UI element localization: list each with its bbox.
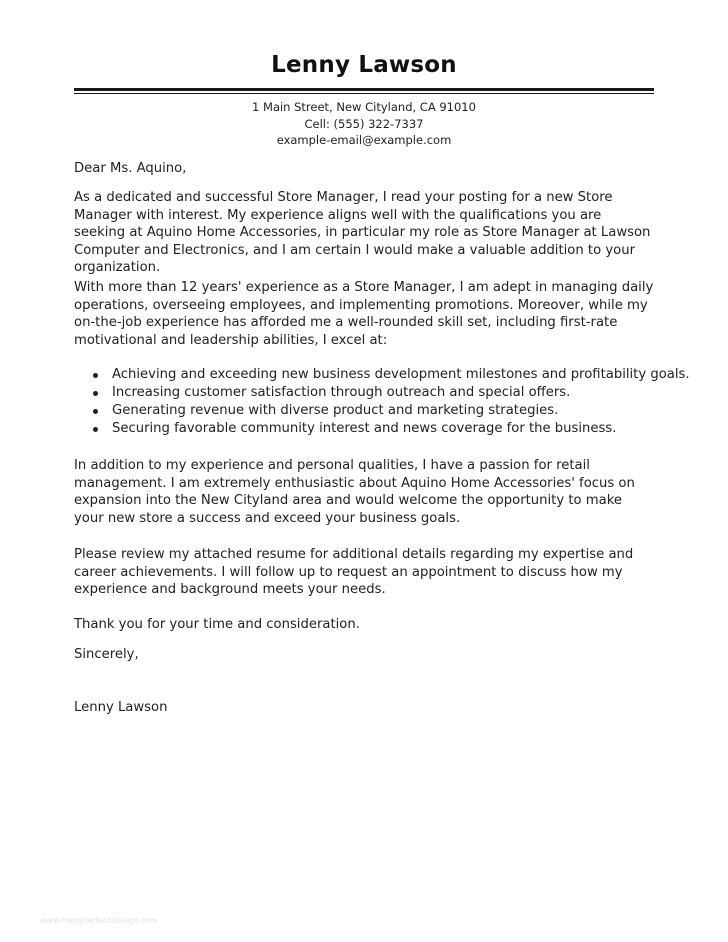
signature-name: Lenny Lawson xyxy=(74,700,168,715)
thanks-line: Thank you for your time and consideration. xyxy=(74,617,360,632)
contact-email: example-email@example.com xyxy=(276,133,452,147)
bullet-icon xyxy=(93,409,98,414)
contact-block xyxy=(0,99,728,149)
header-rule-thick xyxy=(74,88,654,91)
list-item-text: Generating revenue with diverse product and marketing strategies. xyxy=(112,403,559,418)
paragraph-passion: In addition to my experience and personal qualities, I have a passion for retail management. I am extremely enthusiastic about Aquino Home Accessories' focus on expansion into the New Cityland area and would welcome the opportunity to make your new store a success and exceed your business goals. xyxy=(74,458,635,526)
closing-line: Sincerely, xyxy=(74,647,139,662)
list-item xyxy=(74,420,654,438)
skills-list xyxy=(74,366,690,438)
contact-phone: Cell: (555) 322-7337 xyxy=(304,116,424,131)
paragraph-follow-up: Please review my attached resume for additional details regarding my expertise and career achievements. I will follow up to request an appointment to discuss how my experience and background meets your needs. xyxy=(74,547,634,598)
bullet-icon xyxy=(93,391,98,396)
list-item xyxy=(74,366,690,384)
list-item-text: Increasing customer satisfaction through outreach and special offers. xyxy=(112,385,571,400)
watermark-text: www.freegraphicsdesign.com xyxy=(40,916,158,925)
bullet-icon xyxy=(93,373,98,378)
bullet-icon xyxy=(93,427,98,432)
paragraph-experience: With more than 12 years' experience as a Store Manager, I am adept in managing daily operations, overseeing employees, and implementing promotions. Moreover, while my on-the-job experience has afforded me a well-rounded skill set, including first-rate motivational and leadership abilities, I excel at: xyxy=(74,280,654,348)
contact-address: 1 Main Street, New Cityland, CA 91010 xyxy=(252,100,476,114)
list-item-text: Securing favorable community interest and news coverage for the business. xyxy=(112,421,617,436)
letter-header-name: Lenny Lawson xyxy=(271,52,457,78)
salutation: Dear Ms. Aquino, xyxy=(74,161,187,176)
list-item-text: Achieving and exceeding new business development milestones and profitability goals. xyxy=(112,367,690,382)
header-rule-thin xyxy=(74,93,654,94)
paragraph-intro: As a dedicated and successful Store Manager, I read your posting for a new Store Manager with interest. My experience aligns well with the qualifications you are seeking at Aquino Home Accessories, in particular my role as Store Manager at Lawson Computer and Electronics, and I am certain I would make a valuable addition to your organization. xyxy=(74,190,651,276)
list-item xyxy=(74,402,654,420)
list-item xyxy=(74,384,654,402)
